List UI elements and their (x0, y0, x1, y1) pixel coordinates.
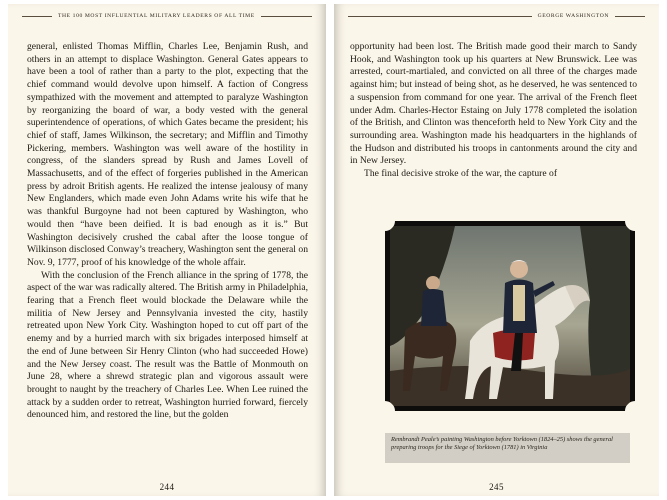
left-running-head (22, 13, 312, 19)
rule-line (22, 16, 52, 17)
paragraph: general, enlisted Thomas Mifflin, Charles Lee, Benjamin Rush, and others in an attempt to displace Washington. General Gates appears to have been a tool of rather than a party to the plot, expecting that the chief command would devolve upon himself. A faction of Congress sympathized with the movement and attempted to paralyze Washington by reorganizing the board of war, a body vested with the general superintendence of operations, of which Gates became the president; his chief of staff, James Wilkinson, the secretary; and Mifflin and Timothy Pickering, members. Washington was well aware of the hostility in congress, of the slanders spread by Rush and James Lovell of Massachusetts, and of the effect of forgeries published in the American press by adroit British agents. He realized the intense jealousy of many New Englanders, which made even John Adams write his wife that he was thankful Burgoyne had not been captured by Washington, who would then “have been deified. It is bad enough as it is.” But Washington decisively crushed the cabal after the loose tongue of Wilkinson disclosed Conway’s treachery, Washington sent the general on Nov. 9, 1777, proof of his knowledge of the whole affair. (27, 41, 308, 268)
painting-washington-head (510, 260, 528, 278)
right-running-head (348, 13, 645, 19)
paragraph: The final decisive stroke of the war, the capture of (364, 168, 558, 180)
right-page (334, 4, 659, 496)
page-number: 245 (489, 482, 504, 492)
painting-washington-vest (513, 285, 525, 321)
rule-line (348, 16, 532, 17)
page-number: 244 (159, 482, 175, 492)
rule-line (261, 16, 312, 17)
paragraph: With the conclusion of the French alliance in the spring of 1778, the aspect of the war was radically altered. The British army in Philadelphia, fearing that a French fleet would blockade the Delaware while the militia of New Jersey and Pennsylvania invested the city, hastily retreated upon New York City. Washington hoped to cut off part of the enemy and by a hurried march with six brigades interposed himself at the end of June between Sir Henry Clinton (who had succeeded Howe) and the New Jersey coast. The result was the Battle of Monmouth on June 28, where a shrewd strategic plan and vigorous assault were brought to naught by the treachery of Charles Lee. When Lee ruined the attack by a sudden order to retreat, Washington hurried forward, fiercely denounced him, and restored the line, but the golden (27, 269, 308, 421)
figure-caption: Rembrandt Peale’s painting Washington before Yorktown (1824–25) shows the general preparing troops for the Siege of Yorktown (1781) in Virginia (385, 433, 630, 463)
left-body-text (27, 41, 308, 422)
painting-officer-coat (421, 289, 447, 326)
running-head-title: GEORGE WASHINGTON (537, 13, 609, 19)
painting-image (385, 221, 635, 411)
running-head-title: THE 100 MOST INFLUENTIAL MILITARY LEADERS OF ALL TIME (58, 13, 255, 19)
right-body-text (350, 41, 637, 181)
rule-line (615, 16, 645, 17)
painting-officer-head (426, 276, 440, 290)
paragraph: opportunity had been lost. The British made good their march to Sandy Hook, and Washington took up his quarters at New Brunswick. Lee was arrested, court-martialed, and convicted on all three of the charges made against him; but instead of being shot, as he deserved, he was sentenced to a suspension from command for one year. The arrival of the French fleet under Adm. Charles-Hector Estaing on July 1778 completed the isolation of the British, and Clinton was thenceforth held to New York City and the surrounding area. Washington made his headquarters in the highlands of the Hudson and distributed his troops in cantonments around the city and in New Jersey. (350, 41, 637, 167)
painting-figure (385, 221, 635, 411)
left-page (8, 4, 326, 496)
